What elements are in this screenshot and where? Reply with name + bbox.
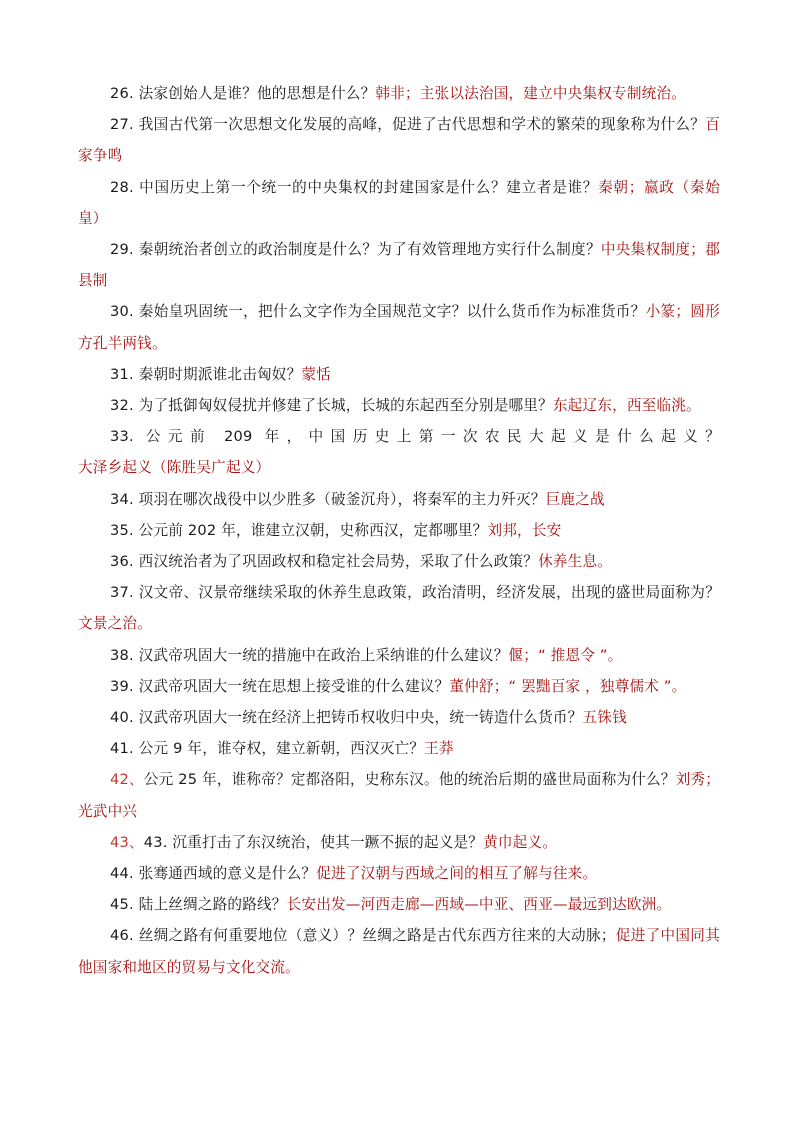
- item-number: 35.: [110, 521, 134, 539]
- item-answer: 偃；“ 推恩令 ”。: [508, 646, 623, 664]
- list-item: [78, 920, 720, 982]
- item-question: 秦朝统治者创立的政治制度是什么？为了有效管理地方实行什么制度？: [138, 241, 601, 259]
- list-item: [78, 484, 720, 515]
- list-item: [78, 359, 720, 390]
- list-item: [78, 889, 720, 920]
- item-number-secondary: 43.: [143, 833, 168, 851]
- list-item: [78, 827, 720, 858]
- item-number: 34.: [110, 490, 134, 508]
- item-number: 39.: [110, 677, 134, 695]
- item-question: 张骞通西域的意义是什么？: [138, 865, 317, 883]
- list-item: [78, 172, 720, 234]
- item-question: 项羽在哪次战役中以少胜多（破釜沉舟），将秦军的主力歼灭？: [138, 490, 546, 508]
- item-question: 我国古代第一次思想文化发展的高峰，促进了古代思想和学术的繁荣的现象称为什么？: [138, 116, 706, 134]
- item-answer: 东起辽东，西至临洮。: [552, 397, 701, 415]
- item-answer: 促进了汉朝与西域之间的相互了解与往来。: [316, 865, 598, 883]
- item-number: 36.: [110, 553, 134, 571]
- item-question: 公元 25 年，谁称帝？定都洛阳，史称东汉。他的统治后期的盛世局面称为什么？: [143, 771, 676, 789]
- item-answer: 五铢钱: [582, 709, 627, 727]
- item-question: 秦始皇巩固统一，把什么文字作为全国规范文字？以什么货币作为标准货币？: [138, 303, 646, 321]
- item-number: 32.: [110, 397, 134, 415]
- list-item: [78, 671, 720, 702]
- item-number: 30.: [110, 303, 134, 321]
- list-item: [78, 234, 720, 296]
- list-item: [78, 764, 720, 826]
- item-question: 沉重打击了东汉统治，使其一蹶不振的起义是？: [172, 833, 484, 851]
- document-page: [78, 78, 720, 983]
- item-question: 陆上丝绸之路的路线？: [138, 896, 287, 914]
- list-item: [78, 78, 720, 109]
- item-answer: 促进了中国同其他国家和地区的贸易与文化交流。: [78, 927, 720, 976]
- item-question: 公元前 202 年，谁建立汉朝，史称西汉，定都哪里？: [138, 521, 488, 539]
- item-number: 46.: [110, 927, 134, 945]
- item-answer: 百家争鸣: [78, 116, 720, 165]
- list-item: [78, 577, 720, 639]
- item-answer: 刘秀；光武中兴: [78, 771, 721, 820]
- item-question: 秦朝时期派谁北击匈奴？: [138, 365, 302, 383]
- item-answer: 黄巾起义。: [483, 833, 558, 851]
- item-number: 41.: [110, 740, 134, 758]
- item-answer: 蒙恬: [301, 365, 331, 383]
- item-question: 中国历史上第一个统一的中央集权的封建国家是什么？建立者是谁？: [139, 178, 599, 196]
- item-answer: 休养生息。: [538, 553, 613, 571]
- item-answer: 大泽乡起义（陈胜吴广起义）: [78, 459, 271, 477]
- item-question: 西汉统治者为了巩固政权和稳定社会局势，采取了什么政策？: [138, 553, 539, 571]
- item-number: 38.: [110, 646, 134, 664]
- list-item: [78, 640, 720, 671]
- item-answer: 刘邦，长安: [487, 521, 562, 539]
- item-number: 26.: [110, 85, 134, 102]
- list-item: [78, 296, 720, 358]
- list-item: [78, 858, 720, 889]
- item-answer: 文景之治。: [78, 615, 152, 633]
- item-number: 33.: [110, 428, 134, 446]
- item-number: 27.: [110, 116, 134, 134]
- list-item: [78, 390, 720, 421]
- item-answer: 韩非；主张以法治国，建立中央集权专制统治。: [375, 85, 687, 102]
- list-item: [78, 421, 720, 483]
- item-answer: 王莽: [424, 740, 454, 758]
- item-number: 29.: [110, 241, 134, 259]
- item-answer: 小篆；圆形方孔半两钱。: [78, 303, 720, 352]
- item-number: 40.: [110, 709, 134, 727]
- item-question: 公元前 209 年，中国历史上第一次农民大起义是什么起义？: [145, 428, 720, 446]
- item-question: 为了抵御匈奴侵扰并修建了长城，长城的东起西至分别是哪里？: [138, 397, 553, 415]
- list-item: [78, 733, 720, 764]
- item-answer: 中央集权制度；郡县制: [78, 241, 720, 290]
- item-answer: 长安出发—河西走廊—西域—中亚、西亚—最远到达欧洲。: [286, 896, 672, 914]
- item-question: 汉文帝、汉景帝继续采取的休养生息政策，政治清明，经济发展，出现的盛世局面称为？: [138, 584, 720, 602]
- item-answer: 董仲舒；“ 罢黜百家 ，独尊儒术 ”。: [449, 677, 687, 695]
- item-answer: 巨鹿之战: [545, 490, 605, 508]
- item-number: 43、: [110, 833, 144, 851]
- item-number: 37.: [110, 584, 134, 602]
- item-question: 汉武帝巩固大一统在思想上接受谁的什么建议？: [138, 677, 450, 695]
- item-question: 法家创始人是谁？他的思想是什么？: [138, 85, 376, 102]
- list-item: [78, 109, 720, 171]
- item-answer: 秦朝；嬴政（秦始皇）: [78, 178, 720, 227]
- list-item: [78, 702, 720, 733]
- item-number: 31.: [110, 365, 134, 383]
- list-item: [78, 515, 720, 546]
- item-question: 丝绸之路有何重要地位（意义）？丝绸之路是古代东西方往来的大动脉；: [138, 927, 616, 945]
- list-item: [78, 546, 720, 577]
- item-number: 28.: [110, 178, 134, 196]
- item-question: 公元 9 年，谁夺权，建立新朝，西汉灭亡？: [138, 740, 425, 758]
- item-number: 45.: [110, 896, 134, 914]
- item-question: 汉武帝巩固大一统在经济上把铸币权收归中央，统一铸造什么货币？: [138, 709, 583, 727]
- item-number: 42、: [110, 771, 144, 789]
- item-question: 汉武帝巩固大一统的措施中在政治上采纳谁的什么建议？: [138, 646, 509, 664]
- item-number: 44.: [110, 865, 134, 883]
